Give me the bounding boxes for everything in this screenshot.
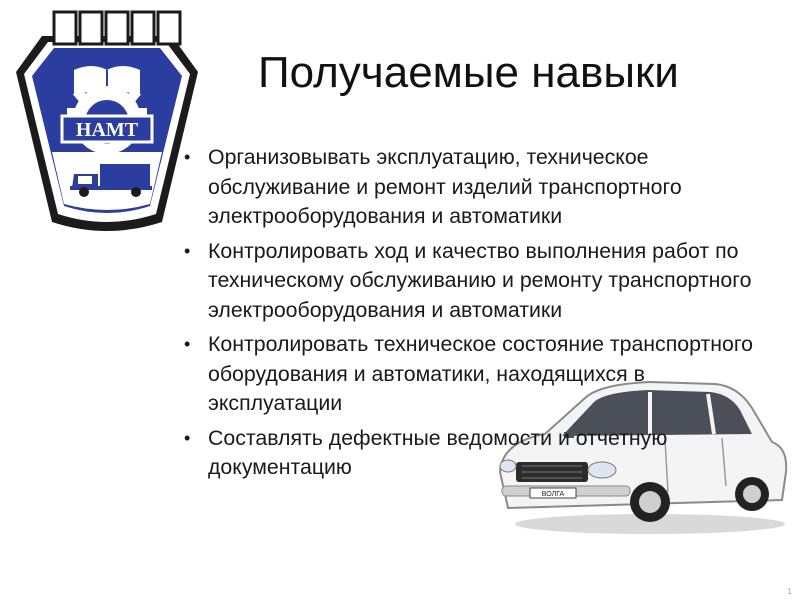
page-title: Получаемые навыки <box>258 48 679 97</box>
logo-text: НАМТ <box>75 119 139 141</box>
list-item: • Контролировать техническое состояние транспортного оборудования и автоматики, находящихся в эксплуатации <box>184 330 784 419</box>
car-plate-text: ВОЛГА <box>541 491 565 498</box>
skills-list <box>184 143 784 488</box>
list-item: • Организовывать эксплуатацию, техническое обслуживание и ремонт изделий транспортного электрооборудования и автоматики <box>184 143 784 232</box>
list-item: • Составлять дефектные ведомости и отчетную документацию <box>184 424 784 483</box>
namt-logo-icon <box>12 8 202 236</box>
list-item: • Контролировать ход и качество выполнения работ по техническому обслуживанию и ремонту транспортного электрооборудования и автоматики <box>184 237 784 326</box>
slide-number: 1 <box>787 587 792 596</box>
